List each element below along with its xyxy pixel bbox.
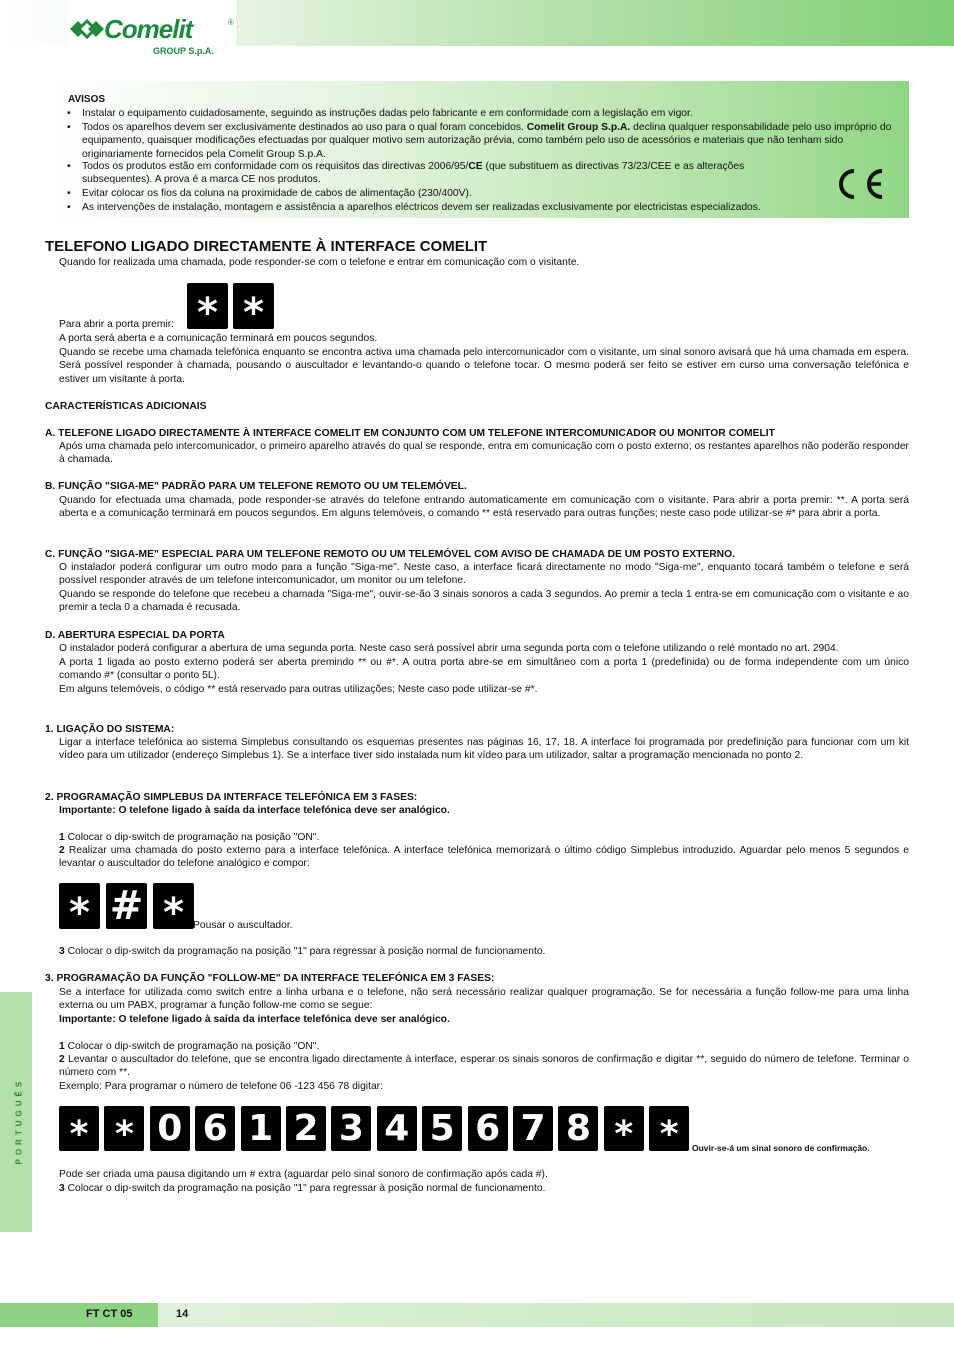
warning-item: • Evitar colocar os fios da coluna na proximidade de cabos de alimentação (230/400V). [82,187,892,200]
step: 3 Colocar o dip-switch da programação na posição "1" para regressar à posição normal de funcionamento. [59,1183,546,1194]
keypad-key: * [59,883,100,929]
ce-mark-icon [838,168,888,200]
keypad-key: 1 [241,1106,281,1151]
keypad-key: 6 [195,1106,235,1151]
comelit-logo-icon [70,16,104,42]
section-title: C. FUNÇÃO "SIGA-ME" ESPECIAL PARA UM TELEFONE REMOTO OU UM TELEMÓVEL COM AVISO DE CHAMADA DE UM POSTO EXTERNO. [45,549,735,560]
keypad-key: * [604,1106,644,1151]
footer-code-box [0,1303,158,1327]
step: 2 Levantar o auscultador do telefone, que se encontra ligado directamente à interface, esperar os sinais sonoros de confirmação e digitar **, seguido do número de telefone. Terminar o número com **. [59,1054,909,1079]
footer-code: FT CT 05 [86,1308,133,1320]
section-text: A porta 1 ligada ao posto externo poderá ser aberta premindo ** ou #*. A outra porta abre-se em simultâneo com a porta 1 (predefinida) ou de forma independente com um único comando #* (consultar o ponto 5L). [59,657,909,682]
page-title: TELEFONO LIGADO DIRECTAMENTE À INTERFACE COMELIT [45,238,488,255]
brand-group: GROUP S.p.A. [153,46,214,56]
keypad-key: 2 [286,1106,326,1151]
section-title: B. FUNÇÃO "SIGA-ME" PADRÃO PARA UM TELEFONE REMOTO OU UM TELEMÓVEL. [45,481,467,492]
open-door-label: Para abrir a porta premir: [59,319,175,330]
keypad-key: 5 [422,1106,462,1151]
example-text: Exemplo: Para programar o número de telefone 06 -123 456 78 digitar: [59,1081,383,1092]
section-text: O instalador poderá configurar um outro modo para a função "Siga-me". Neste caso, a interface ficará directamente no modo "Siga-me", enquanto tocará também o telefone e será possível responder através de um telefone intercomunicador, um monitor ou um telefone. [59,562,909,587]
important-note: Importante: O telefone ligado à saída da interface telefónica deve ser analógico. [59,805,450,816]
step: 2 Realizar uma chamada do posto externo para a interface telefónica. A interface telefónica memorizará o último código Simplebus introduzido. Aguardar pelo menos 5 segundos e levantar o auscultador do telefone analógico e compor: [59,845,909,870]
section-text: Ligar a interface telefónica ao sistema Simplebus consultando os esquemas presentes nas páginas 16, 17, 18. A interface foi programada por predefinição para funcionar com um kit vídeo para um utilizador (endereço Simplebus 1). Se a interface tiver sido instalada num kit vídeo para um utilizador, saltar a programação mencionada no ponto 2. [59,737,909,762]
registered-mark: ® [228,18,234,27]
paragraph: A porta será aberta e a comunicação terminará em poucos segundos. [59,333,378,344]
keypad-key: 7 [513,1106,553,1151]
brand-name: Comelit [104,14,193,44]
keypad-key: # [106,883,147,929]
keypad-key: 0 [150,1106,190,1151]
paragraph: Quando se recebe uma chamada telefónica enquanto se encontra activa uma chamada pelo intercomunicador com o visitante, um sinal sonoro avisará que há uma chamada em espera. Será possível responder à chamada, pousando o auscultador e levantando-o quando o telefone tocar. O mesmo poderá ser feito se estiver em curso uma conversação telefónica e estiver um visitante à porta. [59,347,909,385]
step: 1 Colocar o dip-switch de programação na posição "ON". [59,832,320,843]
keypad-key: * [59,1106,99,1151]
keypad-key: * [153,883,194,929]
keys-caption: Ouvir-se-á um sinal sonoro de confirmação. [692,1143,870,1153]
section-title: 2. PROGRAMAÇÃO SIMPLEBUS DA INTERFACE TELEFÓNICA EM 3 FASES: [45,792,418,803]
section-title: A. TELEFONE LIGADO DIRECTAMENTE À INTERFACE COMELIT EM CONJUNTO COM UM TELEFONE INTERCOMUNICADOR OU MONITOR COMELIT [45,428,775,439]
section-text: Após uma chamada pelo intercomunicador, o primeiro aparelho através do qual se responde, entra em comunicação com o posto externo; os restantes aparelhos não poderão responder à chamada. [59,441,909,466]
warning-item: • As intervenções de instalação, montagem e assistência a aparelhos eléctricos devem ser realizadas exclusivamente por electricistas especializados. [82,201,892,214]
language-label: PORTUGUÊS [14,1077,24,1165]
keypad-key: * [233,283,274,329]
section-title: D. ABERTURA ESPECIAL DA PORTA [45,630,225,641]
section-title: 1. LIGAÇÃO DO SISTEMA: [45,724,175,735]
warnings-title: AVISOS [68,94,106,105]
section-text: Quando se responde do telefone que recebeu a chamada "Siga-me", ouvir-se-ão 3 sinais sonoros a cada 3 segundos. Ao premir a tecla 1 entra-se em comunicação com o visitante e ao premir a tecla 0 a chamada é recusada. [59,589,909,614]
section-text: Em alguns telemóveis, o código ** está reservado para outras utilizações; Neste caso pode utilizar-se #*. [59,684,538,695]
important-note: Importante: O telefone ligado à saída da interface telefónica deve ser analógico. [59,1014,450,1025]
page-number: 14 [176,1308,189,1320]
keypad-key: 4 [377,1106,417,1151]
section-text: Se a interface for utilizada como switch entre a linha urbana e o telefone, não será necessário realizar qualquer programação. Se for necessária a função follow-me para uma linha externa ou um PABX, programar a função follow-me como se segue: [59,987,909,1012]
paragraph: Pode ser criada uma pausa digitando um # extra (aguardar pelo sinal sonoro de confirmação após cada #). [59,1169,548,1180]
intro-text: Quando for realizada uma chamada, pode responder-se com o telefone e entrar em comunicação com o visitante. [59,257,580,268]
keypad-key: * [104,1106,144,1151]
keypad-key: 6 [468,1106,508,1151]
keypad-key: * [187,283,228,329]
section-text: O instalador poderá configurar a abertura de uma segunda porta. Neste caso será possível abrir uma segunda porta com o telefone utilizando o relé montado no art. 2904. [59,643,839,654]
section-title: CARACTERÍSTICAS ADICIONAIS [45,401,207,412]
keypad-key: 8 [558,1106,598,1151]
warning-item: • Instalar o equipamento cuidadosamente, seguindo as instruções dadas pelo fabricante e em conformidade com a legislação em vigor. [82,107,892,120]
section-text: Quando for efectuada uma chamada, pode responder-se através do telefone entrando automaticamente em comunicação com o visitante. Para abrir a porta premir: **. A porta será aberta e a comunicação terminará em poucos segundos. Em alguns telemóveis, o comando ** está reservado para outras funções; neste caso pode utilizar-se #* para abrir a porta. [59,495,909,520]
keys-caption: Pousar o auscultador. [193,920,293,931]
keypad-key: * [649,1106,689,1151]
warning-item: • Todos os aparelhos devem ser exclusivamente destinados ao uso para o qual foram concebidos. Comelit Group S.p.A. declina qualquer responsabilidade pelo uso impróprio do equipamento, quaisquer modificações efectuadas por qualquer motivo sem autorização prévia, como também pelo uso de acessórios e materiais que não tenham sido originariamente fornecidos pela Comelit Group S.p.A. [82,121,892,161]
step: 3 Colocar o dip-switch da programação na posição "1" para regressar à posição normal de funcionamento. [59,946,546,957]
keypad-key: 3 [331,1106,371,1151]
section-title: 3. PROGRAMAÇÃO DA FUNÇÃO "FOLLOW-ME" DA INTERFACE TELEFÓNICA EM 3 FASES: [45,973,495,984]
step: 1 Colocar o dip-switch de programação na posição "ON". [59,1041,320,1052]
warning-item: • Todos os produtos estão em conformidade com os requisitos das directivas 2006/95/CE (que substituem as directivas 73/23/CEE e as alterações subsequentes). A prova é a marca CE nos produtos. [82,160,812,187]
